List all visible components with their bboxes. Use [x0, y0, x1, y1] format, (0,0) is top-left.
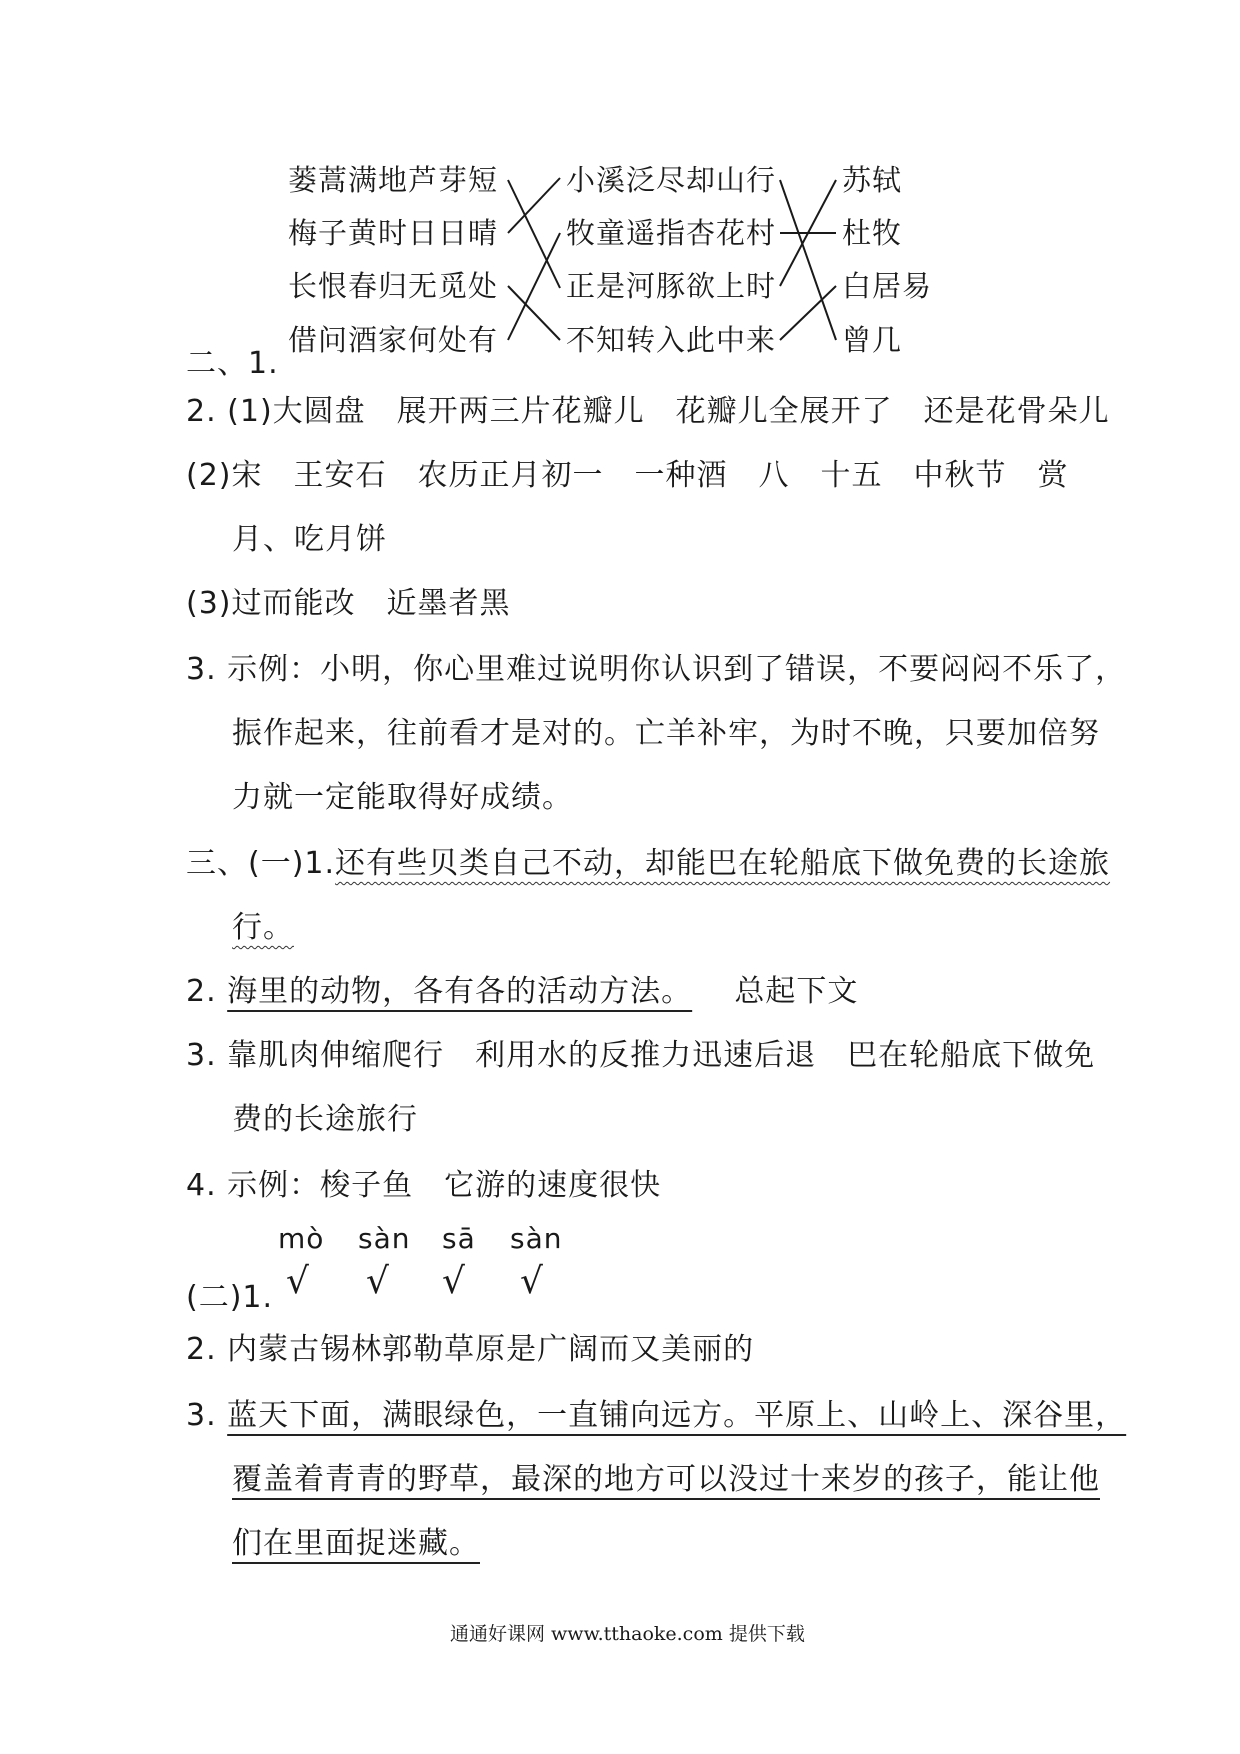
sec3-p4: 4. 示例：梭子鱼 它游的速度很快	[186, 1168, 662, 1203]
sec3-s2-q3-line1	[186, 1396, 1126, 1436]
author-1: 苏轼	[842, 163, 903, 197]
poem-middle-1: 小溪泛尽却山行	[566, 163, 777, 197]
sec3-p1-answer-line2: 行。	[232, 910, 294, 945]
poem-left-4: 借问酒家何处有	[288, 323, 499, 357]
sec3-p1-prefix: 三、(一)1.	[186, 846, 336, 881]
sec3-p3-line2: 费的长途旅行	[232, 1102, 418, 1137]
poem-middle-2: 牧童遥指杏花村	[566, 216, 777, 250]
poem-left-2: 梅子黄时日日晴	[288, 216, 499, 250]
sec3-p1-answer-line1: 还有些贝类自己不动，却能巴在轮船底下做免费的长途旅	[335, 846, 1111, 881]
pinyin-3: sā	[442, 1222, 476, 1255]
sec3-s2-q2: 2. 内蒙古锡林郭勒草原是广阔而又美丽的	[186, 1332, 755, 1367]
footer-credit: 通通好课网 www.tthaoke.com 提供下载	[450, 1623, 805, 1645]
poem-middle-4: 不知转入此中来	[566, 323, 777, 357]
sec3-s2-q3-line2	[232, 1460, 1100, 1500]
match-line-m1-r4	[780, 180, 836, 340]
check-mark-2: √	[366, 1261, 389, 1302]
sec2-q3-line1: 3. 示例：小明，你心里难过说明你认识到了错误，不要闷闷不乐了，	[186, 652, 1127, 687]
sec3-p2-underlined: 海里的动物，各有各的活动方法。	[227, 974, 693, 1009]
match-line-m4-r3	[780, 286, 836, 340]
sec3-p3-line1: 3. 靠肌肉伸缩爬行 利用水的反推力迅速后退 巴在轮船底下做免	[186, 1038, 1096, 1073]
match-line-l2-m1	[508, 178, 560, 233]
poem-middle-3: 正是河豚欲上时	[566, 269, 777, 303]
sec3-s2-q3-line3	[232, 1524, 480, 1564]
match-line-l3-m4	[508, 286, 560, 340]
sec2-q3-line3: 力就一定能取得好成绩。	[232, 780, 573, 815]
author-3: 白居易	[842, 269, 933, 303]
check-mark-3: √	[442, 1261, 465, 1302]
sec2-q2-part1: 2. (1)大圆盘 展开两三片花瓣儿 花瓣儿全展开了 还是花骨朵儿	[186, 394, 1110, 429]
author-4: 曾几	[842, 323, 903, 357]
sec3-s2-q3-answer-line1: 蓝天下面，满眼绿色，一直铺向远方。平原上、山岭上、深谷里，	[227, 1398, 1127, 1433]
sec3-p1-line1	[186, 844, 1110, 884]
check-mark-4: √	[520, 1261, 543, 1302]
sec3-p2-num: 2.	[186, 974, 217, 1009]
match-line-l1-m3	[508, 180, 560, 288]
sec3-s2-q3-num: 3.	[186, 1398, 217, 1433]
sec2-q2-part2-line1: (2)宋 王安石 农历正月初一 一种酒 八 十五 中秋节 赏	[186, 458, 1069, 493]
sec3-p2-rest: 总起下文	[734, 974, 859, 1009]
check-mark-1: √	[286, 1261, 309, 1302]
pinyin-1: mò	[278, 1222, 325, 1255]
author-2: 杜牧	[842, 216, 903, 250]
pinyin-2: sàn	[358, 1222, 411, 1255]
match-line-m3-r1	[780, 180, 836, 286]
sec3-s2-q1: (二)1.	[186, 1280, 274, 1315]
sec2-q3-line2: 振作起来，往前看才是对的。亡羊补牢，为时不晚，只要加倍努	[232, 716, 1100, 751]
sec2-q2-part3: (3)过而能改 近墨者黑	[186, 586, 511, 621]
sec3-s2-q3-answer-line2: 覆盖着青青的野草，最深的地方可以没过十来岁的孩子，能让他	[232, 1462, 1100, 1497]
sec2-q2-part2-line2: 月、吃月饼	[232, 522, 387, 557]
sec3-s2-q3-answer-line3: 们在里面捉迷藏。	[232, 1526, 480, 1561]
poem-left-3: 长恨春归无觅处	[288, 269, 499, 303]
poem-left-1: 蒌蒿满地芦芽短	[288, 163, 499, 197]
pinyin-4: sàn	[510, 1222, 563, 1255]
sec2-q1: 二、1.	[186, 346, 279, 381]
sec3-p2	[186, 972, 858, 1012]
sec3-p1-line2	[232, 908, 294, 948]
match-line-l4-m2	[508, 233, 560, 340]
